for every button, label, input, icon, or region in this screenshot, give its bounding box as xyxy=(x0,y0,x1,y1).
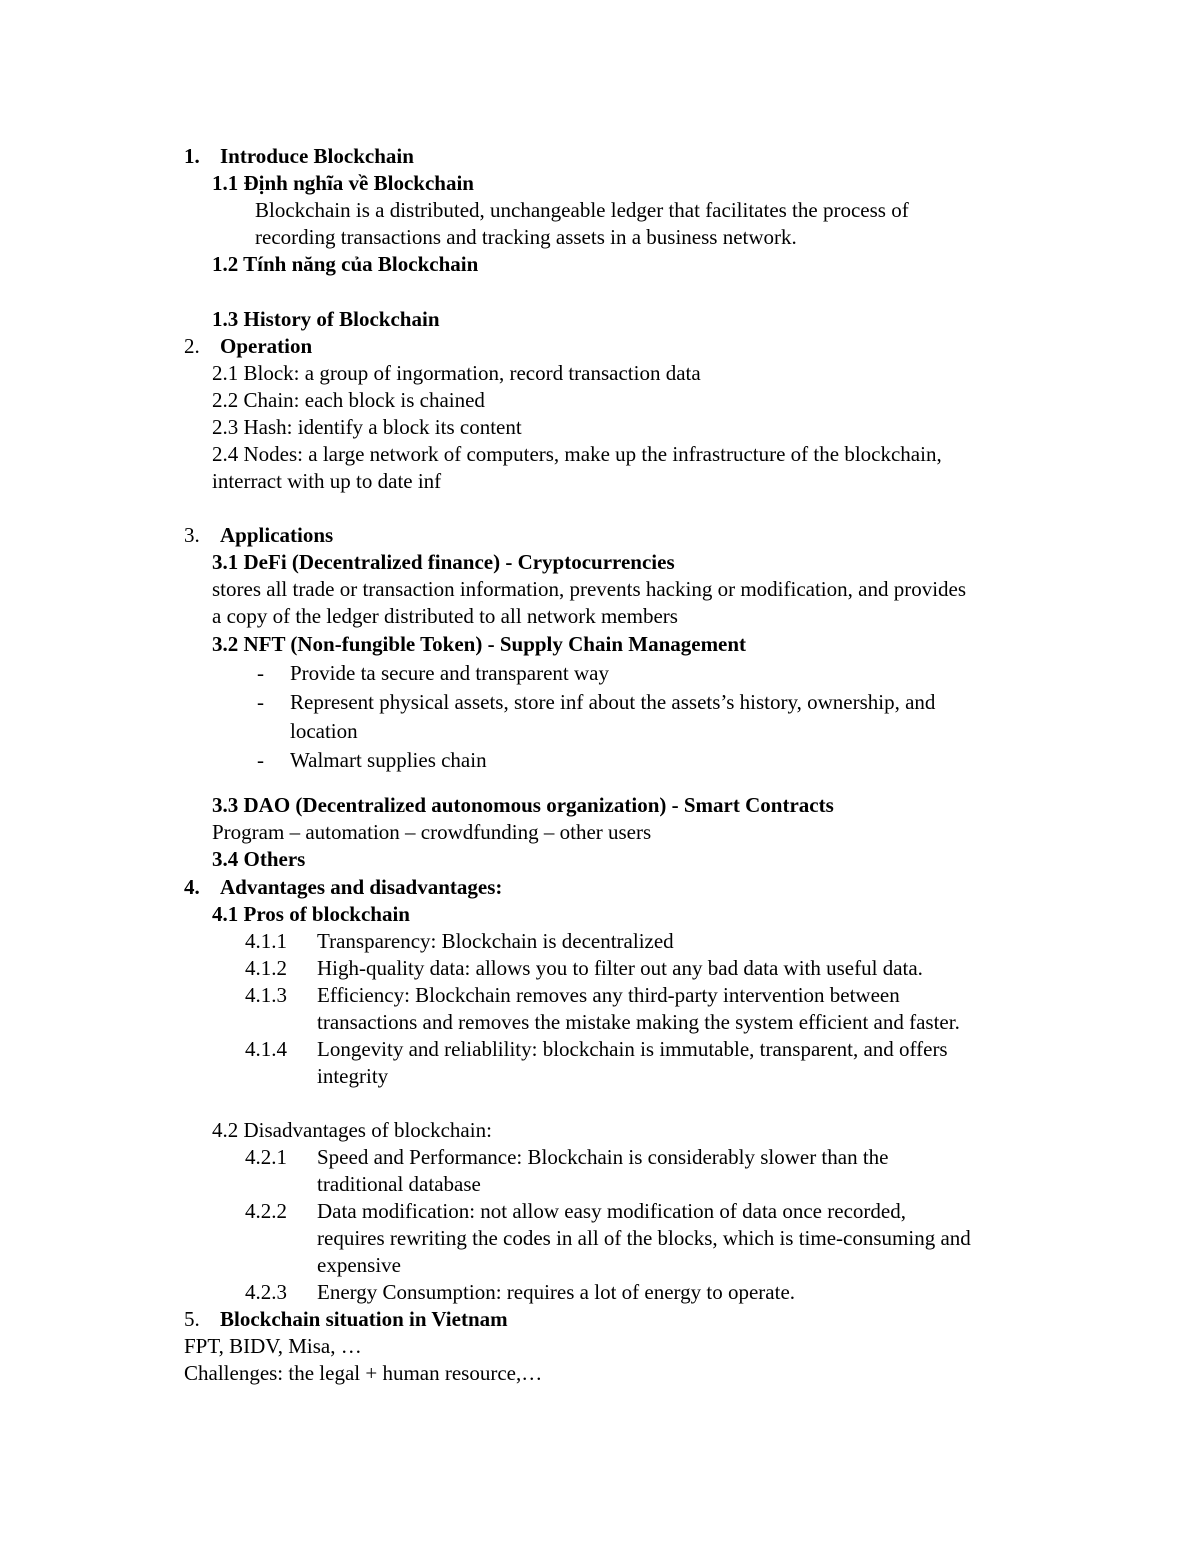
pros-item-text: Transparency: Blockchain is decentralized xyxy=(317,929,674,953)
paragraph-3-1-line-1: stores all trade or transaction information, prevents hacking or modification, and provides xyxy=(212,577,967,601)
heading-3-1: 3.1 DeFi (Decentralized finance) - Cryptocurrencies xyxy=(212,550,675,574)
section-1-title: Introduce Blockchain xyxy=(220,144,414,168)
operation-item-2-1: 2.1 Block: a group of ingormation, record transaction data xyxy=(212,361,701,385)
cons-item-text-continued: expensive xyxy=(317,1253,401,1277)
bullet-item-2-line-1: Represent physical assets, store inf about the assets’s history, ownership, and xyxy=(290,690,936,714)
section-3-number: 3. xyxy=(184,523,200,547)
paragraph-3-3: Program – automation – crowdfunding – other users xyxy=(212,820,652,844)
heading-1-1: 1.1 Định nghĩa về Blockchain xyxy=(212,171,474,195)
paragraph-5-companies: FPT, BIDV, Misa, … xyxy=(184,1334,362,1358)
heading-4-1: 4.1 Pros of blockchain xyxy=(212,902,410,926)
bullet-item-1: Provide ta secure and transparent way xyxy=(290,661,609,685)
cons-item-text: Energy Consumption: requires a lot of energy to operate. xyxy=(317,1280,796,1304)
cons-item-text-continued: traditional database xyxy=(317,1172,481,1196)
paragraph-1-1-line-1: Blockchain is a distributed, unchangeable ledger that facilitates the process of xyxy=(255,198,909,222)
cons-item-number: 4.2.3 xyxy=(245,1280,287,1304)
pros-item-text: Longevity and reliablility: blockchain is immutable, transparent, and offers xyxy=(317,1037,948,1061)
paragraph-1-1-line-2: recording transactions and tracking assets in a business network. xyxy=(255,225,797,249)
pros-item-number: 4.1.3 xyxy=(245,983,287,1007)
section-1-number: 1. xyxy=(184,144,200,168)
pros-item-text: High-quality data: allows you to filter out any bad data with useful data. xyxy=(317,956,923,980)
section-5-title: Blockchain situation in Vietnam xyxy=(220,1307,508,1331)
heading-3-3: 3.3 DAO (Decentralized autonomous organization) - Smart Contracts xyxy=(212,793,834,817)
pros-item-number: 4.1.4 xyxy=(245,1037,287,1061)
operation-item-2-3: 2.3 Hash: identify a block its content xyxy=(212,415,522,439)
section-4-number: 4. xyxy=(184,875,200,899)
section-2-title: Operation xyxy=(220,334,313,358)
bullet-item-2-line-2: location xyxy=(290,719,358,743)
section-3-title: Applications xyxy=(220,523,334,547)
bullet-dash: - xyxy=(257,690,264,714)
pros-item-text-continued: integrity xyxy=(317,1064,389,1088)
bullet-dash: - xyxy=(257,748,264,772)
paragraph-3-1-line-2: a copy of the ledger distributed to all network members xyxy=(212,604,678,628)
cons-item-number: 4.2.2 xyxy=(245,1199,287,1223)
section-2-number: 2. xyxy=(184,334,200,358)
cons-item-text: Speed and Performance: Blockchain is considerably slower than the xyxy=(317,1145,889,1169)
heading-3-2: 3.2 NFT (Non-fungible Token) - Supply Chain Management xyxy=(212,632,747,656)
operation-item-2-4-line-1: 2.4 Nodes: a large network of computers, make up the infrastructure of the blockchain, xyxy=(212,442,942,466)
bullet-item-3: Walmart supplies chain xyxy=(290,748,487,772)
pros-item-number: 4.1.2 xyxy=(245,956,287,980)
heading-1-2: 1.2 Tính năng của Blockchain xyxy=(212,252,479,276)
section-5-number: 5. xyxy=(184,1307,200,1331)
paragraph-5-challenges: Challenges: the legal + human resource,… xyxy=(184,1361,543,1385)
cons-item-text-continued: requires rewriting the codes in all of the blocks, which is time-consuming and xyxy=(317,1226,971,1250)
cons-item-number: 4.2.1 xyxy=(245,1145,287,1169)
pros-item-text: Efficiency: Blockchain removes any third-party intervention between xyxy=(317,983,900,1007)
operation-item-2-2: 2.2 Chain: each block is chained xyxy=(212,388,485,412)
section-4-title: Advantages and disadvantages: xyxy=(220,875,503,899)
cons-item-text: Data modification: not allow easy modification of data once recorded, xyxy=(317,1199,906,1223)
heading-3-4: 3.4 Others xyxy=(212,847,306,871)
operation-item-2-4-line-2: interract with up to date inf xyxy=(212,469,442,493)
pros-item-number: 4.1.1 xyxy=(245,929,287,953)
pros-item-text-continued: transactions and removes the mistake making the system efficient and faster. xyxy=(317,1010,960,1034)
heading-4-2: 4.2 Disadvantages of blockchain: xyxy=(212,1118,492,1142)
bullet-dash: - xyxy=(257,661,264,685)
heading-1-3: 1.3 History of Blockchain xyxy=(212,307,440,331)
